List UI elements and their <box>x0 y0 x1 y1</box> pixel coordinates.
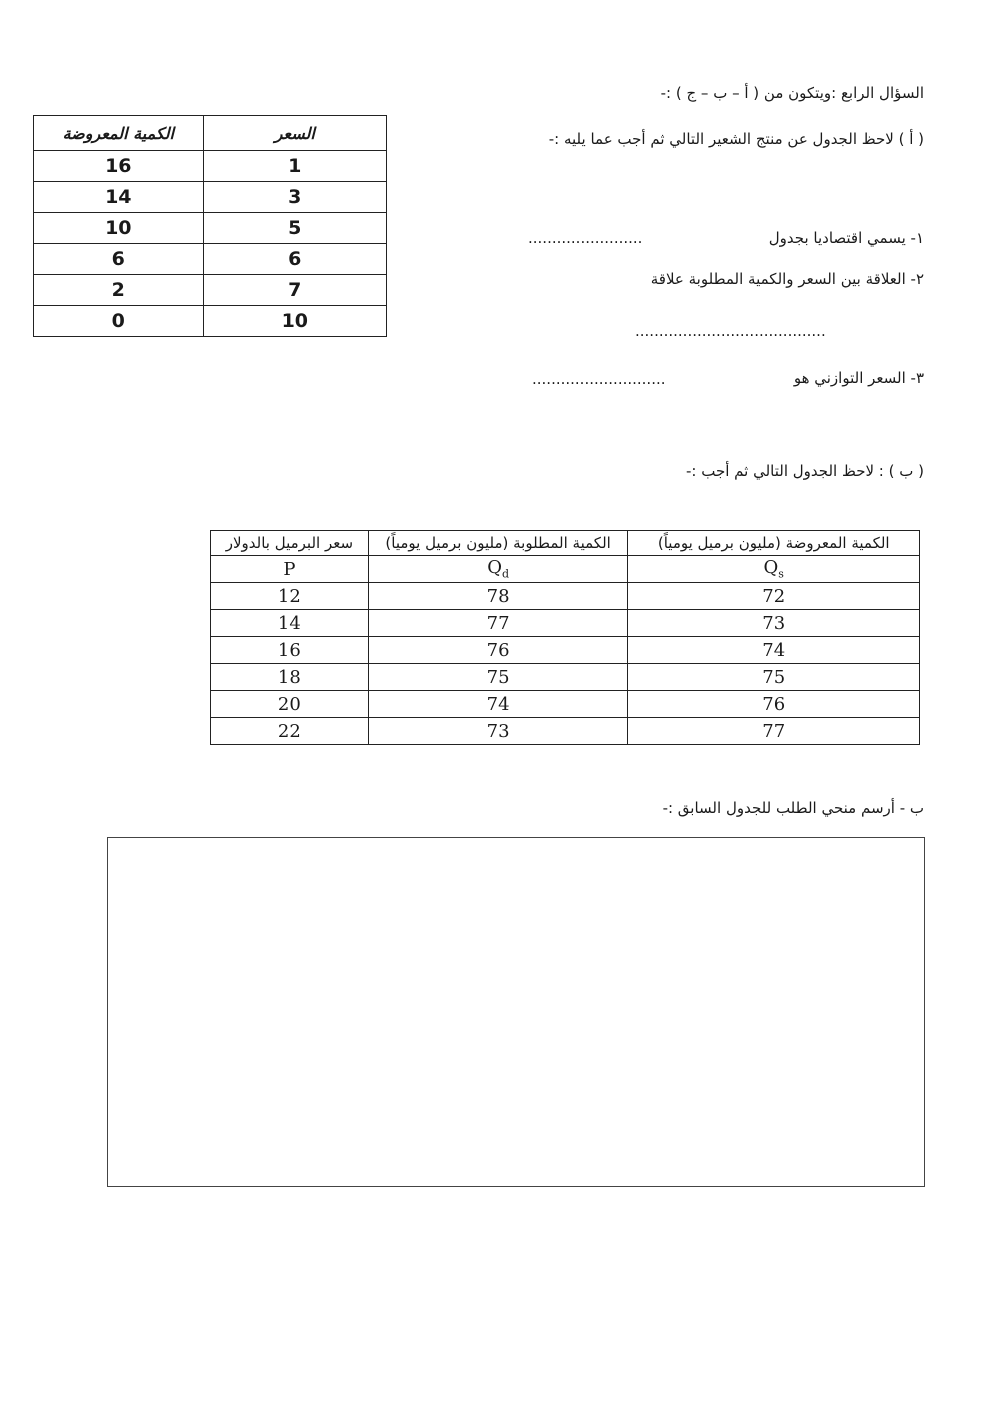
question-3-answer-line[interactable]: ............................ <box>532 370 666 388</box>
cell-quantity: 14 <box>34 182 204 213</box>
cell-supply: 72 <box>628 583 920 610</box>
cell-price: 18 <box>211 664 369 691</box>
cell-price: 7 <box>203 275 386 306</box>
table-row <box>211 664 920 691</box>
draw-instruction: ب - أرسم منحي الطلب للجدول السابق :- <box>662 799 924 817</box>
col-header-price: السعر <box>203 116 386 151</box>
symbol-demand <box>368 556 628 583</box>
question-3-text: ٣- السعر التوازني هو <box>793 369 924 387</box>
table-header-row <box>211 531 920 556</box>
table-row <box>34 306 387 337</box>
question-1-text: ١- يسمي اقتصاديا بجدول <box>768 229 924 247</box>
cell-price: 1 <box>203 151 386 182</box>
table-row <box>211 637 920 664</box>
part-b-instruction: ( ب ) : لاحظ الجدول التالي ثم أجب :- <box>686 462 924 480</box>
cell-price: 20 <box>211 691 369 718</box>
oil-market-table <box>210 530 920 745</box>
cell-supply: 75 <box>628 664 920 691</box>
table-row <box>211 718 920 745</box>
question-2-answer-line[interactable]: ........................................ <box>635 322 826 340</box>
symbol-row <box>211 556 920 583</box>
col-header-supply: (الكمية المعروضة (مليون برميل يومياً <box>628 531 920 556</box>
table-row <box>34 151 387 182</box>
symbol-demand-subscript: d <box>501 567 510 581</box>
symbol-price: P <box>211 556 369 583</box>
table-row <box>211 691 920 718</box>
cell-demand: 77 <box>368 610 628 637</box>
cell-price: 6 <box>203 244 386 275</box>
cell-quantity: 2 <box>34 275 204 306</box>
cell-price: 16 <box>211 637 369 664</box>
cell-supply: 77 <box>628 718 920 745</box>
cell-demand: 73 <box>368 718 628 745</box>
cell-demand: 76 <box>368 637 628 664</box>
cell-price: 14 <box>211 610 369 637</box>
cell-price: 12 <box>211 583 369 610</box>
cell-quantity: 16 <box>34 151 204 182</box>
cell-supply: 74 <box>628 637 920 664</box>
table-row <box>34 275 387 306</box>
table-row <box>211 610 920 637</box>
table-row <box>211 583 920 610</box>
cell-demand: 74 <box>368 691 628 718</box>
table-header-row <box>34 116 387 151</box>
col-header-quantity: الكمية المعروضة <box>34 116 204 151</box>
symbol-demand-letter: Q <box>487 557 502 579</box>
symbol-supply-letter: Q <box>763 557 779 579</box>
symbol-supply-subscript: s <box>778 567 784 581</box>
cell-quantity: 0 <box>34 306 204 337</box>
cell-price: 10 <box>203 306 386 337</box>
part-a-instruction: ( أ ) لاحظ الجدول عن منتج الشعير التالي ثم أجب عما يليه :- <box>548 130 924 148</box>
question-header: السؤال الرابع :ويتكون من ( أ – ب – ج ) :- <box>660 84 924 102</box>
cell-price: 3 <box>203 182 386 213</box>
graph-drawing-area[interactable] <box>107 837 925 1187</box>
cell-price: 22 <box>211 718 369 745</box>
cell-demand: 78 <box>368 583 628 610</box>
col-header-price: سعر البرميل بالدولار <box>211 531 369 556</box>
col-header-demand: (الكمية المطلوبة (مليون برميل يومياً <box>368 531 628 556</box>
table-row <box>34 182 387 213</box>
barley-supply-table <box>33 115 387 337</box>
cell-quantity: 6 <box>34 244 204 275</box>
cell-supply: 76 <box>628 691 920 718</box>
table-row <box>34 213 387 244</box>
cell-supply: 73 <box>628 610 920 637</box>
question-1-answer-line[interactable]: ........................ <box>528 229 643 247</box>
cell-price: 5 <box>203 213 386 244</box>
question-2-text: ٢- العلاقة بين السعر والكمية المطلوبة علاقة <box>650 270 924 288</box>
table-row <box>34 244 387 275</box>
cell-demand: 75 <box>368 664 628 691</box>
cell-quantity: 10 <box>34 213 204 244</box>
symbol-supply <box>628 556 920 583</box>
